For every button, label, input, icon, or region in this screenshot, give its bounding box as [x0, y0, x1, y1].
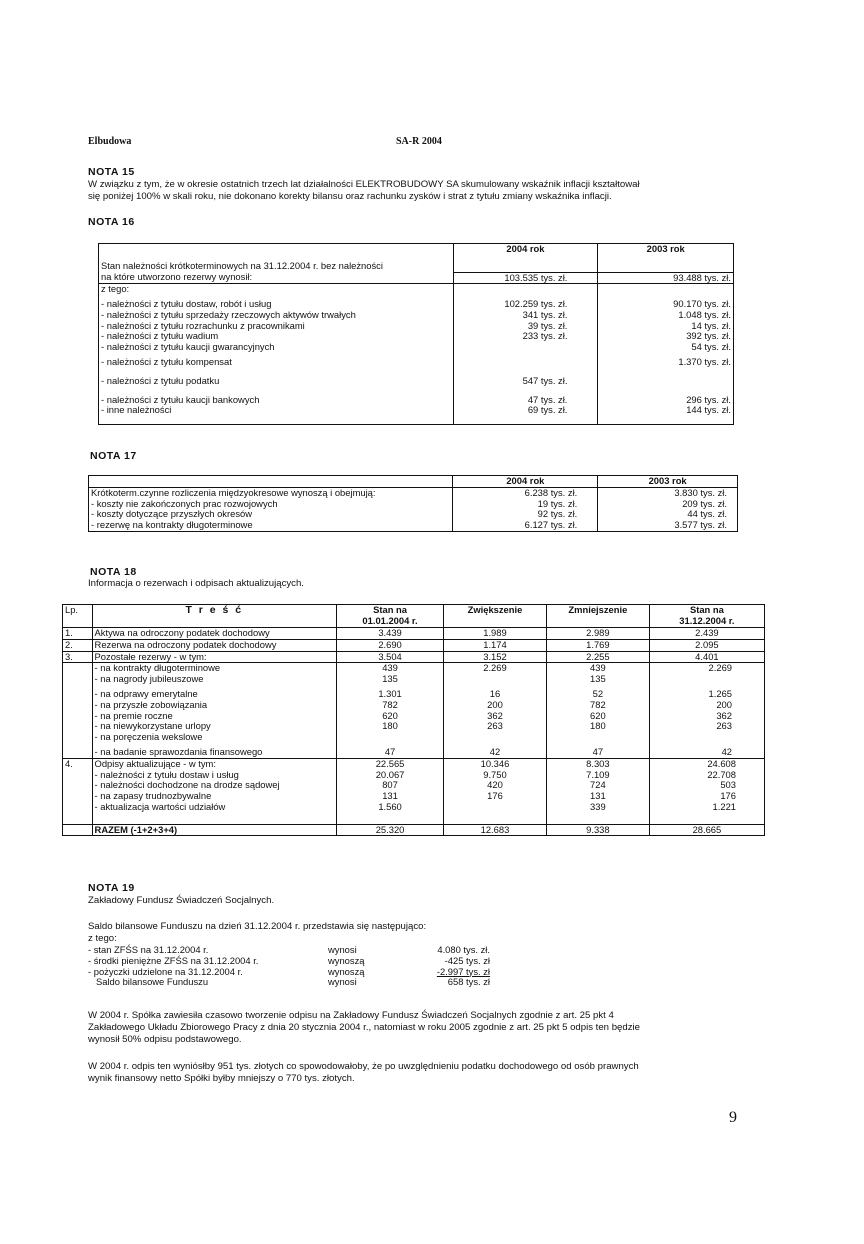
nota16-row-label: - należności z tytułu rozrachunku z pracownikami — [101, 319, 305, 331]
sub-label: - na kontrakty długoterminowe — [94, 662, 221, 674]
nota17-values-2004 — [453, 487, 598, 531]
row-end: 2.095 — [649, 639, 764, 651]
sub-value: 176 — [487, 790, 503, 802]
col-zmniejszenie: Zmniejszenie — [546, 605, 649, 628]
zfss-label: - stan ZFŚS na 31.12.2004 r. — [88, 944, 209, 955]
sub-label: - na niewykorzystane urlopy — [94, 720, 211, 732]
nota16-row-label: - należności z tytułu sprzedaży rzeczowych aktywów trwałych — [101, 308, 356, 320]
sub-value: 180 — [590, 720, 606, 732]
nota17-row-label: - koszty dotyczące przyszłych okresów — [91, 508, 252, 520]
sub-label: - na przyszłe zobowiązania — [94, 698, 208, 710]
row-end: 2.439 — [649, 628, 764, 640]
sub-value: 47 — [592, 745, 604, 757]
nota16-row-label: - inne należności — [101, 404, 172, 416]
sub-value: 22.708 — [707, 768, 736, 780]
zfss-verb: wynosi — [328, 976, 357, 988]
sub-value: 200 — [487, 698, 503, 710]
row-label: Aktywa na odroczony podatek dochodowy — [92, 628, 337, 640]
zfss-verb: wynoszą — [328, 965, 365, 977]
nota16-value: 144 tys. zł. — [686, 404, 731, 416]
sub-value: 200 — [716, 698, 732, 710]
zfss-verb: wynoszą — [328, 954, 365, 966]
zfss-value: -425 tys. zł — [444, 954, 490, 966]
sub-value: 503 — [720, 779, 736, 791]
zfss-value: 4.080 tys. zł. — [437, 944, 490, 955]
sub3-start — [337, 663, 444, 758]
sub-value: 807 — [382, 779, 398, 791]
col-stan-start-date: 01.01.2004 r. — [362, 614, 418, 626]
nota16-row-label: - należności z tytułu wadium — [101, 330, 219, 342]
nota16-row-label: - należności z tytułu podatku — [101, 374, 220, 386]
sub4-dec — [546, 758, 649, 824]
total-label: RAZEM (-1+2+3+4) — [92, 824, 337, 836]
sub3-labels — [92, 663, 337, 758]
paragraph-line: wynosił 50% odpisu podstawowego. — [88, 1034, 242, 1045]
row-lp: 3. — [63, 651, 93, 663]
sub-value: 7.109 — [586, 768, 610, 780]
total-inc: 12.683 — [444, 824, 547, 836]
sub3-end — [649, 663, 764, 758]
sub-value: 52 — [592, 687, 604, 699]
table-row-group-3 — [63, 663, 765, 758]
col-lp: Lp. — [63, 605, 93, 628]
nota19-z-tego: z tego: — [88, 933, 117, 944]
sub-value: 420 — [487, 779, 503, 791]
sub-label: - na zapasy trudnozbywalne — [94, 790, 212, 802]
page-number: 9 — [729, 1109, 737, 1126]
sub-value: 135 — [382, 673, 398, 685]
col-stan-start — [337, 605, 444, 628]
sub-value: 339 — [590, 800, 606, 812]
total-start: 25.320 — [337, 824, 444, 836]
nota16-value: 47 tys. zł. — [527, 393, 568, 405]
nota16-col-2003: 2003 rok — [598, 244, 734, 273]
col-tresc: T r e ś ć — [92, 605, 337, 628]
sub-value: 180 — [382, 720, 398, 732]
sub-value: 2.269 — [483, 662, 507, 674]
nota16-value: 296 tys. zł. — [686, 393, 731, 405]
sub-value: 16 — [489, 687, 501, 699]
sub-value: 439 — [382, 662, 398, 674]
sub-value: 176 — [720, 790, 736, 802]
zfss-table — [88, 945, 490, 988]
sub-value: 263 — [487, 720, 503, 732]
row-start: 2.690 — [337, 639, 444, 651]
table-row — [63, 639, 765, 651]
nota17-col-2004: 2004 rok — [453, 476, 598, 488]
nota18-title: NOTA 18 — [90, 566, 137, 578]
row-end: 24.608 — [707, 757, 736, 769]
row-end: 4.401 — [649, 651, 764, 663]
sub-value: 263 — [716, 720, 732, 732]
nota16-values-2003 — [598, 284, 734, 425]
sub-value: 9.750 — [483, 768, 507, 780]
sub-label: - na nagrody jubileuszowe — [94, 673, 204, 685]
nota19-intro: Saldo bilansowe Funduszu na dzień 31.12.2004 r. przedstawia się następująco: — [88, 921, 427, 932]
nota17-value: 92 tys. zł. — [537, 508, 578, 520]
zfss-value: -2.997 tys. zł — [436, 965, 490, 977]
sub4-start — [337, 758, 444, 824]
zfss-row — [88, 977, 490, 988]
nota17-title: NOTA 17 — [90, 450, 137, 462]
row-inc: 3.152 — [444, 651, 547, 663]
row-inc: 1.174 — [444, 639, 547, 651]
row-inc: 10.346 — [480, 757, 510, 769]
col-stan-end-date: 31.12.2004 r. — [679, 614, 735, 626]
col-zwiekszenie: Zwiększenie — [444, 605, 547, 628]
nota16-head-label — [99, 244, 454, 273]
nota16-value: 39 tys. zł. — [527, 319, 568, 331]
total-end: 28.665 — [649, 824, 764, 836]
sub-label: - na poręczenia wekslowe — [94, 731, 203, 743]
nota17-row-label: Krótkoterm.czynne rozliczenia międzyokresowe wynoszą i obejmują: — [91, 486, 376, 498]
report-code: SA-R 2004 — [396, 136, 442, 147]
zfss-row — [88, 956, 490, 967]
nota15-title: NOTA 15 — [88, 166, 135, 178]
nota16-value: 341 tys. zł. — [522, 308, 568, 320]
nota15-text — [88, 179, 640, 202]
zfss-label: - pożyczki udzielone na 31.12.2004 r. — [88, 965, 243, 977]
row-lp: 2. — [63, 639, 93, 651]
row-dec: 1.769 — [546, 639, 649, 651]
table-row-group-4 — [63, 758, 765, 824]
nota17-row-label: - rezerwę na kontrakty długoterminowe — [91, 519, 253, 531]
row-dec: 2.255 — [546, 651, 649, 663]
row-dec: 2.989 — [546, 628, 649, 640]
nota17-row-label: - koszty nie zakończonych prac rozwojowych — [91, 497, 278, 509]
sub-label: - na premie roczne — [94, 709, 173, 721]
sub-value: 1.265 — [708, 687, 732, 699]
nota15-line-1: W związku z tym, że w okresie ostatnich trzech lat działalności ELEKTROBUDOWY SA skumulowany wskaźnik inflacji kształtował — [88, 179, 640, 190]
nota19-title: NOTA 19 — [88, 882, 135, 894]
sub-value: 2.269 — [708, 662, 732, 674]
sub-value: 131 — [590, 790, 606, 802]
nota16-table — [98, 243, 734, 425]
nota17-col-2003: 2003 rok — [598, 476, 738, 488]
sub-value: 620 — [590, 709, 606, 721]
sub-value: 782 — [590, 698, 606, 710]
table-row — [63, 628, 765, 640]
sub-value: 362 — [487, 709, 503, 721]
col-stan-label: Stan na — [689, 604, 724, 615]
nota17-table — [88, 475, 738, 532]
nota17-value: 209 tys. zł. — [682, 497, 727, 509]
sub-label: - na badanie sprawozdania finansowego — [94, 745, 263, 757]
row-label: Pozostałe rezerwy - w tym: — [92, 651, 337, 663]
nota17-value: 6.127 tys. zł. — [524, 519, 578, 531]
nota16-value: 1.048 tys. zł. — [678, 308, 731, 320]
sub-value: 1.560 — [378, 800, 402, 812]
nota16-value: 69 tys. zł. — [527, 404, 568, 416]
sub-value: 42 — [489, 745, 501, 757]
paragraph-line: W 2004 r. Spółka zawiesiła czasowo tworzenie odpisu na Zakładowy Fundusz Świadczeń Socjalnych zgodnie z art. 25 pkt 4 — [88, 1010, 614, 1021]
total-dec: 9.338 — [546, 824, 649, 836]
nota16-value: 392 tys. zł. — [686, 330, 731, 342]
nota16-total-2003: 93.488 tys. zł. — [598, 272, 734, 284]
nota16-head-label-1: Stan należności krótkoterminowych na 31.12.2004 r. bez należności — [101, 260, 383, 272]
row-dec: 8.303 — [586, 757, 610, 769]
nota16-value: 90.170 tys. zł. — [673, 298, 731, 310]
nota17-value: 19 tys. zł. — [537, 497, 578, 509]
nota16-value: 1.370 tys. zł. — [678, 356, 731, 368]
sub3-dec — [546, 663, 649, 758]
zfss-value: 658 tys. zł — [447, 976, 490, 988]
sub4-end — [649, 758, 764, 824]
col-stan-label: Stan na — [373, 604, 407, 615]
zfss-label: Saldo bilansowe Funduszu — [96, 976, 209, 988]
nota16-total-2004: 103.535 tys. zł. — [453, 272, 598, 284]
nota18-subtitle: Informacja o rezerwach i odpisach aktualizujących. — [88, 578, 304, 589]
nota17-value: 6.238 tys. zł. — [524, 486, 578, 498]
company-name: Elbudowa — [88, 136, 132, 147]
paragraph-line: W 2004 r. odpis ten wyniósłby 951 tys. złotych co spowodowałoby, że po uwzględnieniu podatku dochodowego od osób prawnych — [88, 1061, 639, 1072]
paragraph-line: wynik finansowy netto Spółki byłby mniejszy o 770 tys. złotych. — [88, 1073, 355, 1084]
sub-label: - należności z tytułu dostaw i usług — [94, 768, 239, 780]
paragraph-line: Zakładowego Układu Zbiorowego Pracy z dnia 20 stycznia 2004 r., natomiast w roku 2005 zgodnie z art. 25 pkt 5 odpis ten będzie — [88, 1022, 640, 1033]
zfss-label: - środki pieniężne ZFŚS na 31.12.2004 r. — [88, 954, 259, 966]
nota16-value: 547 tys. zł. — [522, 374, 568, 386]
sub-value: 42 — [721, 745, 732, 757]
nota16-values-2004 — [453, 284, 598, 425]
row-lp: 4. — [63, 758, 93, 824]
nota19-subtitle: Zakładowy Fundusz Świadczeń Socjalnych. — [88, 895, 275, 906]
nota16-row-label: - należności z tytułu kompensat — [101, 356, 232, 368]
sub-value: 724 — [590, 779, 606, 791]
nota16-value: 14 tys. zł. — [691, 319, 731, 331]
sub-value: 20.067 — [375, 768, 405, 780]
nota16-value: 102.259 tys. zł. — [504, 298, 568, 310]
table-row-total — [63, 824, 765, 836]
nota17-labels — [89, 487, 453, 531]
sub-value: 782 — [382, 698, 398, 710]
nota16-title: NOTA 16 — [88, 216, 135, 228]
table-row — [63, 651, 765, 663]
nota16-value: 54 tys. zł. — [691, 341, 731, 353]
row-label: Rezerwa na odroczony podatek dochodowy — [92, 639, 337, 651]
nota16-labels — [99, 284, 454, 425]
sub-value: 135 — [590, 673, 606, 685]
sub4-inc — [444, 758, 547, 824]
nota16-row-label: - należności z tytułu dostaw, robót i usług — [101, 298, 272, 310]
nota18-table — [62, 604, 765, 836]
nota17-values-2003 — [598, 487, 738, 531]
nota17-value: 44 tys. zł. — [687, 508, 727, 520]
row-label: Odpisy aktualizujące - w tym: — [94, 757, 216, 769]
nota16-row-label: - należności z tytułu kaucji bankowych — [101, 393, 260, 405]
row-lp: 1. — [63, 628, 93, 640]
row-start: 3.504 — [337, 651, 444, 663]
sub-label: - na odprawy emerytalne — [94, 687, 198, 699]
nota19-paragraph-1 — [88, 1010, 640, 1046]
nota17-value: 3.830 tys. zł. — [674, 486, 727, 498]
nota16-col-2004: 2004 rok — [453, 244, 598, 273]
col-stan-end — [649, 605, 764, 628]
nota15-line-2: się poniżej 100% w skali roku, nie dokonano korekty bilansu oraz rachunku zysków i strat z tytułu zmiany wskaźnika inflacji. — [88, 190, 612, 202]
nota16-row-label: - należności z tytułu kaucji gwarancyjnych — [101, 341, 275, 353]
nota16-value: 233 tys. zł. — [522, 330, 568, 342]
sub-value: 47 — [384, 745, 396, 757]
nota19-paragraph-2 — [88, 1061, 639, 1085]
row-start: 3.439 — [337, 628, 444, 640]
zfss-verb: wynosi — [328, 944, 357, 955]
sub-label: - należności dochodzone na drodze sądowej — [94, 779, 280, 791]
nota16-head-label-2: na które utworzono rezerwy wynosił: — [99, 272, 454, 284]
sub-value: 620 — [382, 709, 398, 721]
sub-value: 1.221 — [712, 800, 736, 812]
sub-value: 439 — [590, 662, 606, 674]
sub4-labels — [92, 758, 337, 824]
nota17-value: 3.577 tys. zł. — [674, 519, 727, 531]
row-start: 22.565 — [375, 757, 405, 769]
nota16-z-tego: z tego: — [101, 283, 130, 295]
row-inc: 1.989 — [444, 628, 547, 640]
sub-value: 362 — [716, 709, 732, 721]
sub-value: 131 — [382, 790, 398, 802]
sub-label: - aktualizacja wartości udziałów — [94, 800, 226, 812]
sub3-inc — [444, 663, 547, 758]
sub-value: 1.301 — [378, 687, 402, 699]
